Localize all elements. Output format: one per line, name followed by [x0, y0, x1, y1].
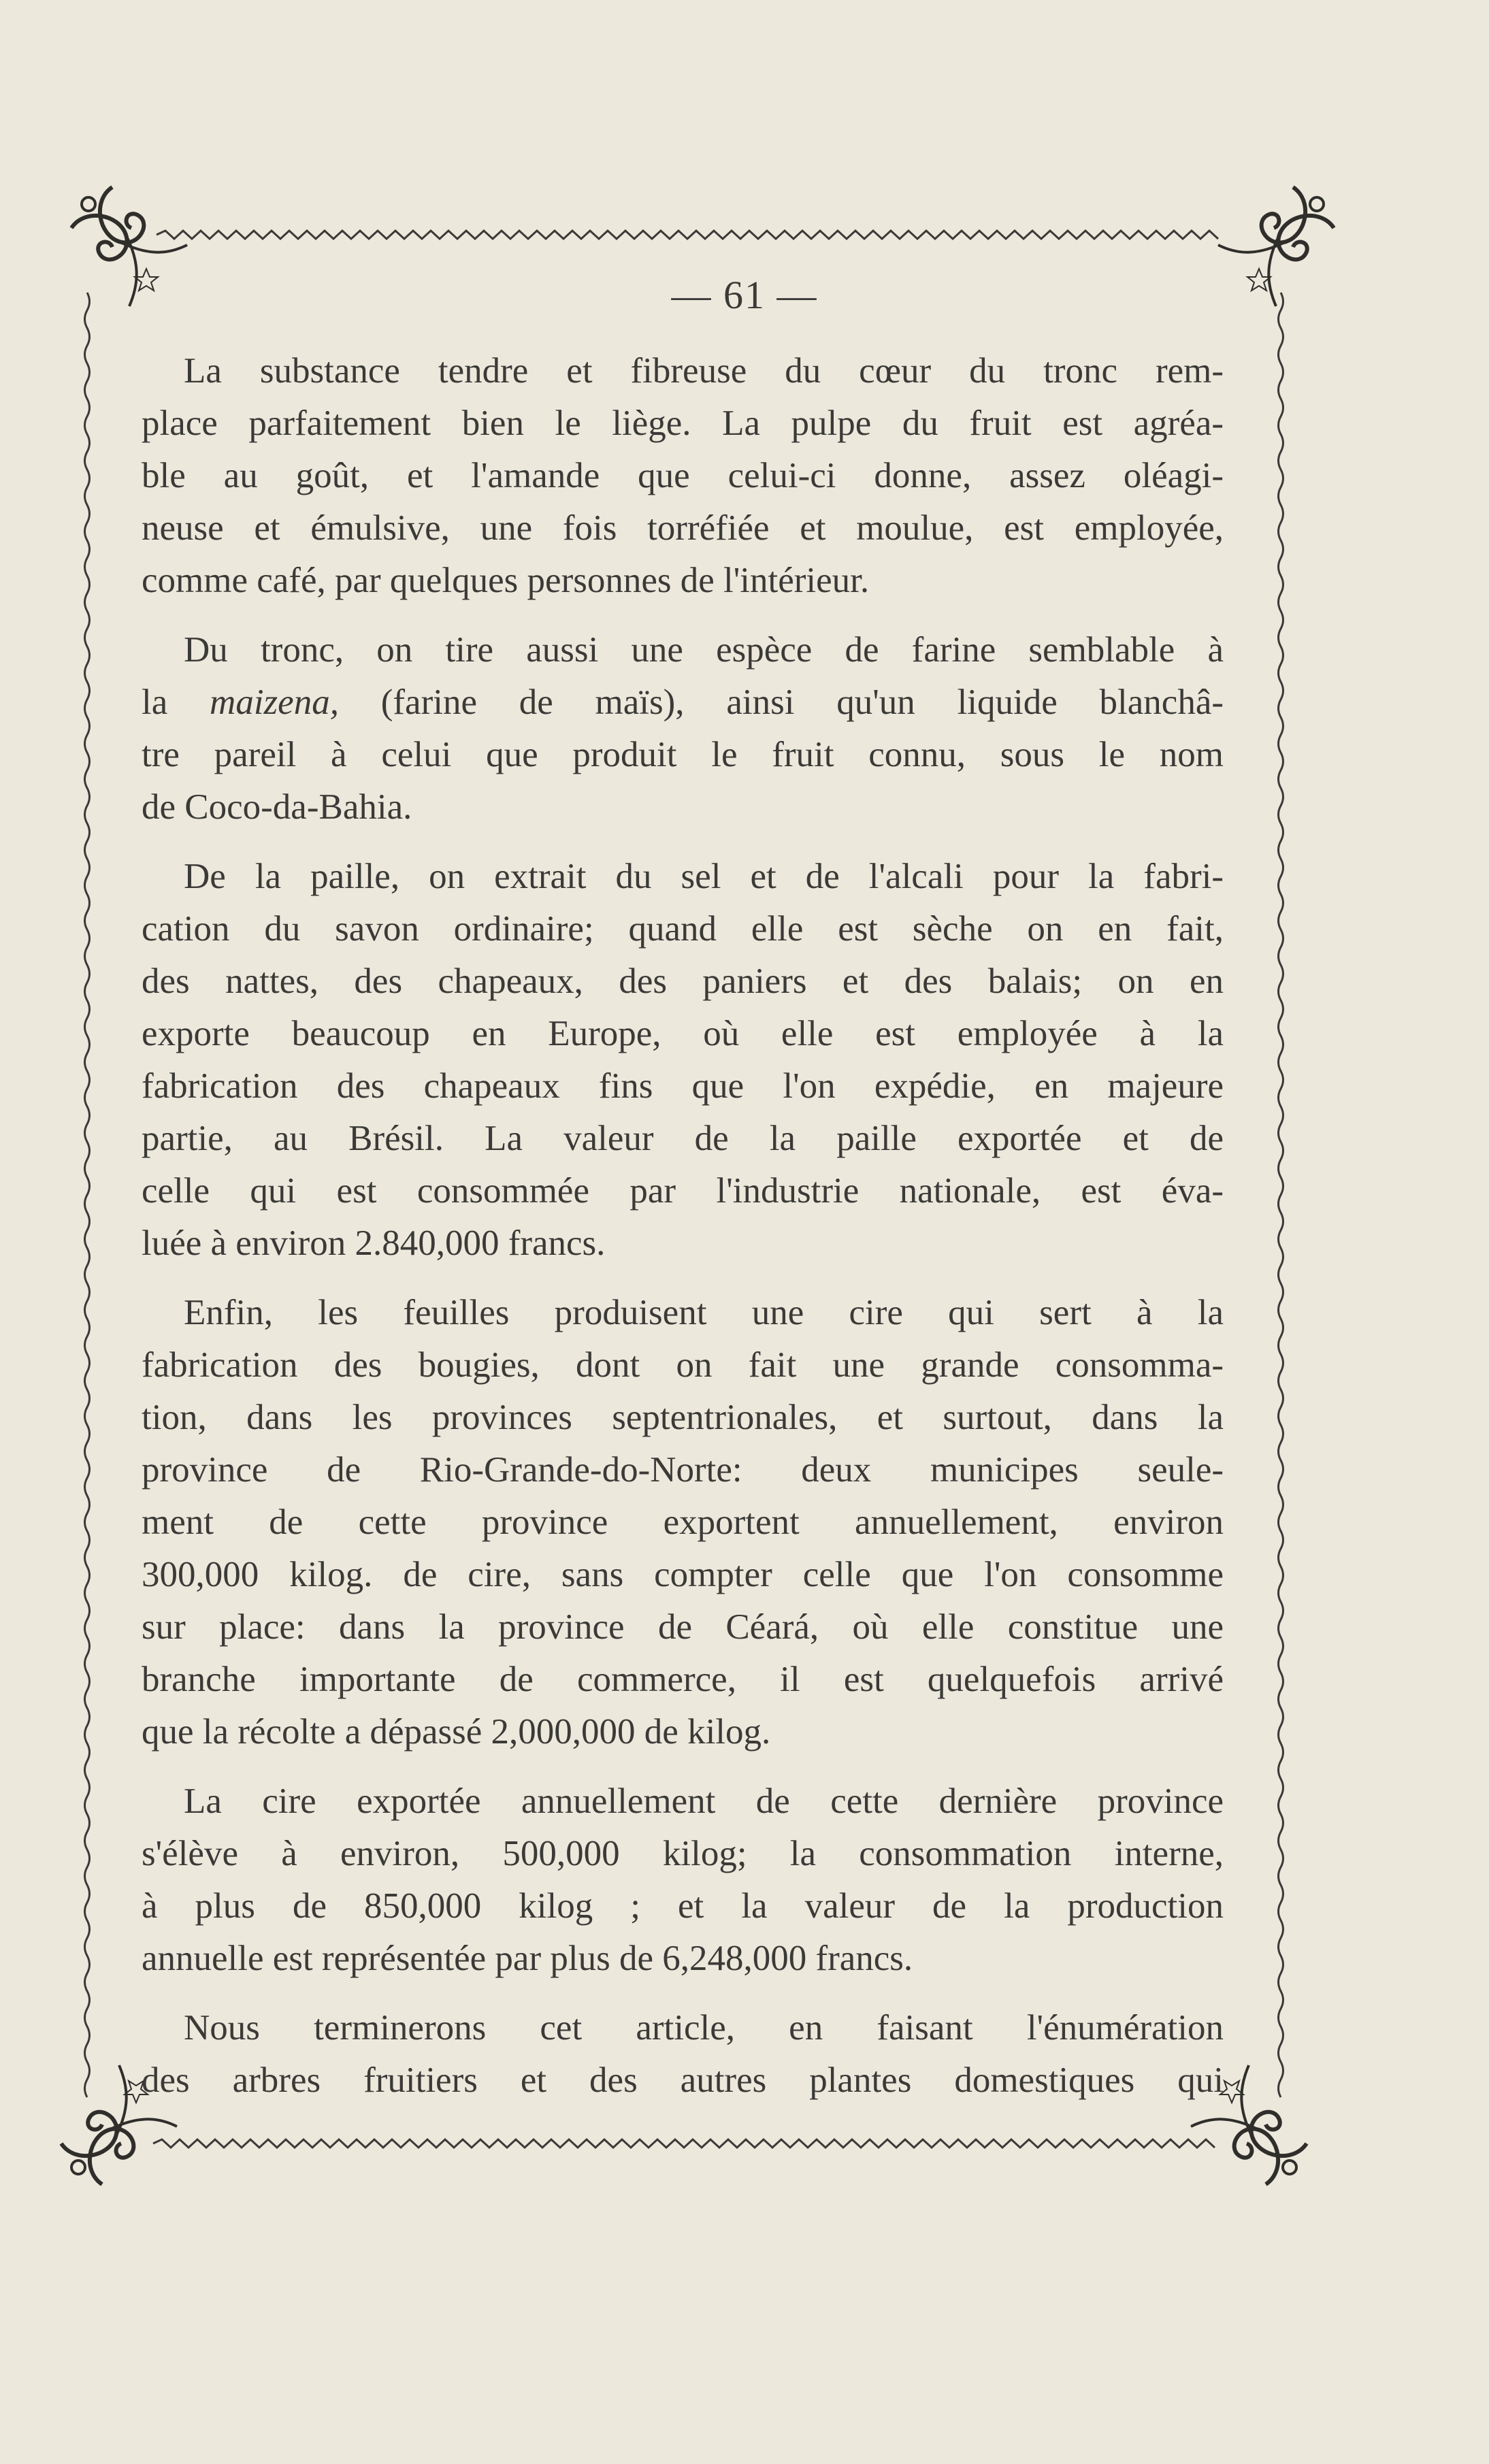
text-line: place parfaitement bien le liège. La pulpe du fruit est agréa-: [142, 404, 1224, 443]
text-line: tre pareil à celui que produit le fruit connu, sous le nom: [142, 735, 1224, 774]
text-line: sur place: dans la province de Céará, où elle constitue une: [142, 1607, 1224, 1647]
paragraph: [142, 2002, 1224, 2107]
text-line: des nattes, des chapeaux, des paniers et des balais; on en: [142, 962, 1224, 1001]
text-line: Enfin, les feuilles produisent une cire qui sert à la: [184, 1293, 1224, 1332]
text-line: partie, au Brésil. La valeur de la paille exportée et de: [142, 1119, 1224, 1158]
text-line: tion, dans les provinces septentrionales, et surtout, dans la: [142, 1398, 1224, 1437]
text-line: exporte beaucoup en Europe, où elle est employée à la: [142, 1014, 1224, 1053]
body-text: [142, 345, 1224, 2124]
text-line: Du tronc, on tire aussi une espèce de farine semblable à: [184, 630, 1224, 670]
paragraph: [142, 1287, 1224, 1758]
border-wave-left: [85, 293, 90, 2097]
text-line: comme café, par quelques personnes de l'intérieur.: [142, 561, 870, 600]
text-line: [142, 676, 1224, 729]
text-line: branche importante de commerce, il est quelquefois arrivé: [142, 1660, 1224, 1699]
italic-term: maizena,: [210, 683, 339, 722]
text-line: luée à environ 2.840,000 francs.: [142, 1223, 606, 1263]
text-line: fabrication des bougies, dont on fait une grande consomma-: [142, 1345, 1224, 1385]
text-line: celle qui est consommée par l'industrie nationale, est éva-: [142, 1171, 1224, 1211]
text-line: province de Rio-Grande-do-Norte: deux municipes seule-: [142, 1450, 1224, 1490]
text-line: Nous terminerons cet article, en faisant l'énumération: [184, 2008, 1224, 2048]
text-line: ble au goût, et l'amande que celui-ci donne, assez oléagi-: [142, 456, 1224, 495]
text-line: de Coco-da-Bahia.: [142, 787, 412, 827]
page-number: — 61 —: [671, 273, 818, 317]
text-line: que la récolte a dépassé 2,000,000 de kilog.: [142, 1712, 771, 1752]
border-zigzag-top: [157, 231, 1218, 239]
border-wave-right: [1279, 293, 1283, 2097]
text-line: La substance tendre et fibreuse du cœur du tronc rem-: [184, 351, 1224, 391]
text-line: annuelle est représentée par plus de 6,248,000 francs.: [142, 1939, 913, 1978]
paragraph: [142, 624, 1224, 834]
border-zigzag-bottom: [153, 2139, 1215, 2148]
text-line: fabrication des chapeaux fins que l'on expédie, en majeure: [142, 1066, 1224, 1106]
text-line: 300,000 kilog. de cire, sans compter celle que l'on consomme: [142, 1555, 1224, 1594]
text-segment: (farine de maïs), ainsi qu'un liquide blanchâ-: [338, 683, 1224, 722]
text-line: à plus de 850,000 kilog ; et la valeur de la production: [142, 1886, 1224, 1926]
text-line: neuse et émulsive, une fois torréfiée et moulue, est employée,: [142, 508, 1224, 548]
text-segment: la: [142, 683, 210, 722]
paragraph: [142, 1775, 1224, 1985]
text-line: De la paille, on extrait du sel et de l'alcali pour la fabri-: [184, 857, 1224, 896]
text-line: ment de cette province exportent annuellement, environ: [142, 1502, 1224, 1542]
paragraph: [142, 345, 1224, 607]
text-line: s'élève à environ, 500,000 kilog; la consommation interne,: [142, 1834, 1224, 1873]
text-line: cation du savon ordinaire; quand elle est sèche on en fait,: [142, 909, 1224, 949]
text-line: des arbres fruitiers et des autres plantes domestiques qui: [142, 2060, 1224, 2100]
text-line: La cire exportée annuellement de cette dernière province: [184, 1781, 1224, 1821]
paragraph: [142, 851, 1224, 1270]
